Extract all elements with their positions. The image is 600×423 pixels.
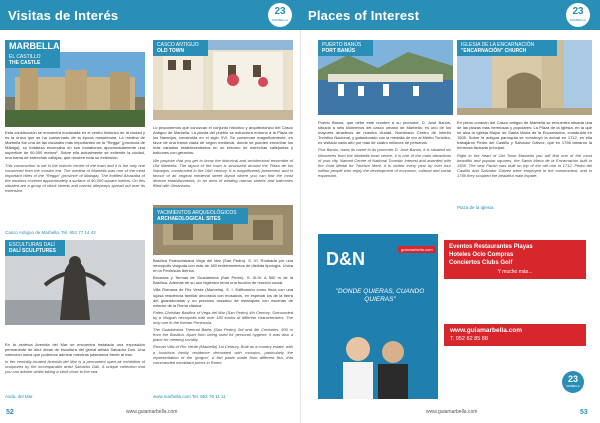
ad-website[interactable]: www.guiamarbella.com T. 952 82 85 88 bbox=[444, 324, 586, 346]
ad-slogan: "DONDE QUIERAS, CUANDO QUIERAS" bbox=[335, 288, 425, 303]
ad-guide-badge: 23 MARBELLA bbox=[562, 371, 584, 393]
church-text: En pleno corazón del Casco antiguo de Marbella se encuentra situada una de las plazas más hermosas y populares: La Plaza de la Iglesia, en la que se alza la Iglesia Mayor de Santa María de la Encarnación, construida en 1505. Sobre la antigua parroquia se construyó la actual en 1712, en ella trabajaron Pedro del Castillo y Salvador Gálvez, que en 1756 labraron la hermosa fachada principal. Right in the heart of Old Town Marbella you will find one of the most beautiful and popular squares, the Santa María de la Encarnación built in 1505. The new Parish was built on top of the old one in 1712; Pedro del Castillo and Salvador Gálvez were employed in the construction, and in 1756 they sculpted the beautiful main façade. bbox=[457, 120, 592, 178]
archaeological-heading: YACIMIENTOS ARQUEOLÓGICOS ARCHAEOLOGICAL SITES bbox=[153, 208, 248, 224]
footer-web-left[interactable]: www.guiamarbella.com bbox=[126, 409, 178, 415]
port-banus-text: Puerto Banús, que debe este nombre a su promotor, D. José Banús, situado a seis kilómetros del casco urbano de Marbella, es uno de los mayores atractivos de nuestra ciudad. Nombrado Centro de Interés Turístico Nacional, y galardonado con la medalla de oro al Mérito Turístico, es visitado cada año por más de cuatro millones de personas. Port Banús, owes its name to its promoter D. José Banús, it is situated six kilometres from the Marbella town centre, it is one of the main attractions of your city. Named Centre of National Touristic Interest and awarded with the Gold Medal for Tourism Merit, it is visited every year by over four million people who enjoy the development of economic, cultural and social expansion. bbox=[318, 120, 451, 178]
guiamarbella-advert[interactable] bbox=[318, 234, 592, 399]
left-page-header bbox=[0, 0, 300, 30]
ad-people-illustration bbox=[318, 324, 438, 399]
page-title-right: Places of Interest bbox=[308, 8, 420, 23]
archaeological-contact-link[interactable]: www.marbella.com Tel. 952 76 11 11 bbox=[153, 394, 226, 399]
castle-text: Esta construcción se encuentra enclavada en el centro histórico de la ciudad y es la única que se ha conservado de la época musulmana. La medina de Marbella fue una de las ciudades más importantes de la "Regga" (provincia de Málaga), su fortaleza encerraba en sus murallones aproximadamente una superficie de 90.000 metros². Sobre ella actualmente se extiende la ciudad, una trama de estrechas callejas, que recubre toda su extensión. This construction is set in the historic centre of the town and it is the only one conserved from the muslim era. The medina of Marbella was one of the most important cities of the "Regga" (province of Malaga). The fortified Alcazaba of the muslims covered approximately a surface of 90,000 square meters. On this situated are a group of block streets and narrow alleyways spread out over its extension. bbox=[5, 130, 145, 194]
ad-left-panel bbox=[318, 234, 438, 399]
ad-right-panel bbox=[438, 234, 592, 399]
right-page-header bbox=[300, 0, 600, 30]
dali-heading: ESCULTURAS DALÍ DALÍ SCULPTURES bbox=[5, 240, 65, 256]
guiamarbella-logo: guiamarbella.com bbox=[398, 246, 436, 253]
marbella-heading: MARBELLA bbox=[5, 40, 60, 52]
castle-heading: EL CASTILLO THE CASTLE bbox=[5, 52, 60, 68]
ad-categories: Eventos Restaurantes Playas Hoteles Ocio Compras Conciertos Clubs Golf Y mucho más... bbox=[444, 240, 586, 279]
dn-logo: D&N bbox=[326, 249, 365, 269]
old-town-text: Lo proponemos que conozcan el conjunto histórico y arquitectónico del Casco Antiguo de Marbella. La planta del pueblo se estructura entorno a la Plaza de los Naranjos, construida en el siglo XVI. Se conservan magníficamente, en favor de una trama viaria de origen medieval, donde se pueden encontrar los más variados establecimientos en un entorno de estrechas callejuelas y balcones con geranios. We propose that you get to know the historical and architectural ensemble of Old Marbella. The layout of the town is structured around the Plaza de los Naranjos, constructed in the 16th century. It is magnificently preserved, and in favour of an original medieval street layout where you can find the most diverse establishments, in an area of winding narrow streets and balconies filled with Geraniums. bbox=[153, 125, 293, 189]
archaeological-text: Basílica Paleocristiana Vega del Mar (San Pedro). S. VI. Rodeada por una necrópolis visigoda con más de 180 enterramientos de distinta tipología. Única en la Península Ibérica. Bóvedas y Termas de Guadalmina (San Pedro). S. III-IV. A 500 m de la Basílica. Además de su uso higiénico tenía una función de reunión social. Villa Romana de Río Verde (Marbella). S. I. Edificación como finca con una lujosa residencia familiar decorada con mosaicos, en especial los de la tierra del guardacostas y un precioso mosaico de estanques con escenas de exterior de la Roma clásica. Paleo-Christian Basilica of Vega del Mar (San Pedro) 4th Century. Surrounded by a Visigoth necropolis with over 180 tombs of different characteristics. The only one in the Iberian Peninsula. The Guadalmina Thermal Baths (San Pedro) 3rd and 4th Centuries. 500 m from the Basilica. Apart from being used for personal hygiene, it was also a place for meeting socially. Roman Villa of Río Verde (Marbella) 1st Century. Built as a country estate, with a luxurious family residence decorated with mosaics, particularly the representation of the 'gorgon', a fish paste made from different fish, that commanded exorbitant prices in Rome. bbox=[153, 258, 293, 365]
dali-location-link[interactable]: Avda. del Mar bbox=[5, 394, 33, 399]
footer-web-right[interactable]: www.guiamarbella.com bbox=[426, 409, 478, 415]
castle-contact-link[interactable]: Casco Antiguo de Marbella. Tel. 952 77 14 42 bbox=[5, 230, 96, 235]
dali-text: En la céntrica Avenida del Mar se encuentra instalada una exposición permanente de diez obras de escultura del genial artista Salvador Dalí. Una colección única que podemos admirar mientras paseamos frente al mar. In the centrally-located Avenida del Mar is a permanent open-air exhibition of sculptures by the incomparable artist Salvador Dalí. A unique collection that you can admire whilst taking a stroll close to the sea. bbox=[5, 342, 145, 375]
left-footer bbox=[0, 400, 300, 423]
guide-badge-right: 23 MARBELLA bbox=[566, 3, 590, 27]
page-number-left: 52 bbox=[6, 409, 14, 416]
port-banus-heading: PUERTO BANÚS PORT BANÚS bbox=[318, 40, 373, 56]
page-title-left: Visitas de Interés bbox=[8, 8, 119, 23]
guide-badge-left: 23 MARBELLA bbox=[268, 3, 292, 27]
church-heading: IGLESIA DE LA ENCARNACIÓN "ENCARNACIÓN" CHURCH bbox=[457, 40, 557, 56]
church-location-link[interactable]: Plaza de la Iglesia bbox=[457, 205, 494, 210]
page-number-right: 53 bbox=[580, 409, 588, 416]
page-gutter bbox=[300, 30, 301, 423]
old-town-heading: CASCO ANTIGUO OLD TOWN bbox=[153, 40, 208, 56]
right-footer bbox=[300, 400, 600, 423]
